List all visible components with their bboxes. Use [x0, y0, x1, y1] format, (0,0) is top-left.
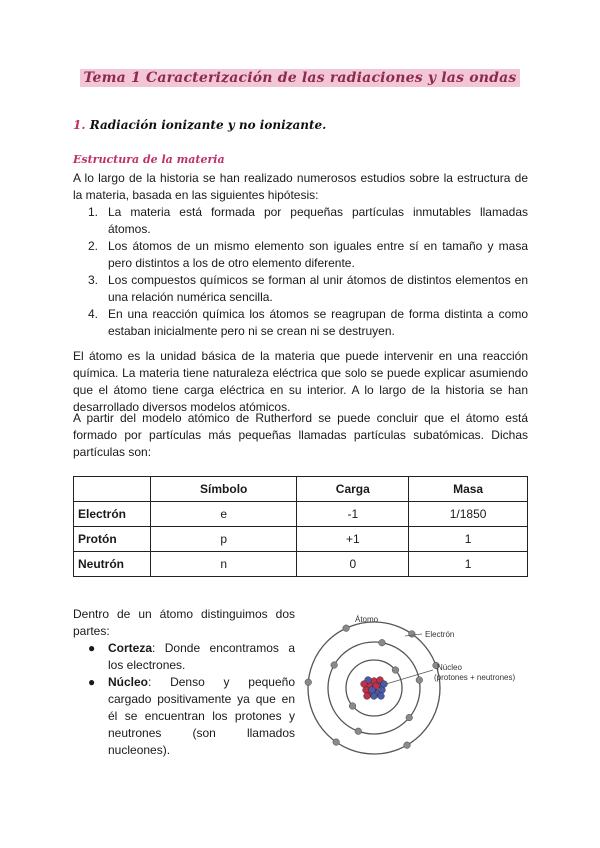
list-number: 3.	[88, 273, 99, 287]
list-number: 2.	[88, 239, 99, 253]
part-desc: : Donde encontramos a los electrones.	[108, 641, 295, 672]
table-cell: p	[151, 527, 297, 552]
part-term: Núcleo	[108, 675, 149, 689]
table-cell: 1	[409, 552, 528, 577]
table-cell: Protón	[74, 527, 151, 552]
electron-dot	[331, 662, 338, 669]
list-item	[88, 238, 528, 272]
table-header: Carga	[297, 477, 409, 502]
table-cell: Neutrón	[74, 552, 151, 577]
list-item	[88, 204, 528, 238]
electron-dot	[406, 714, 413, 721]
label-nucleus: Núcleo	[437, 663, 462, 672]
table-cell: Electrón	[74, 502, 151, 527]
section-heading	[73, 118, 326, 132]
bullet-icon: ●	[88, 641, 96, 655]
electron-dot	[416, 677, 423, 684]
table-header	[74, 477, 151, 502]
neutron-dot	[378, 693, 385, 700]
subatomic-table	[73, 476, 528, 577]
atom-paragraph: El átomo es la unidad básica de la materia que puede intervenir en una reacción química. La materia tiene naturaleza eléctrica que solo se puede explicar asumiendo que el átomo tiene carga eléctrica en su interior. A lo largo de la historia se han desarrollado diversos modelos atómicos.	[73, 349, 528, 414]
list-text: Los compuestos químicos se forman al unir átomos de distintos elementos en una relación numérica sencilla.	[108, 273, 528, 304]
table-cell: e	[151, 502, 297, 527]
list-text: La materia está formada por pequeñas partículas inmutables llamadas átomos.	[108, 205, 528, 236]
list-number: 1.	[88, 205, 99, 219]
table-cell: 1/1850	[409, 502, 528, 527]
proton-dot	[363, 687, 370, 694]
electron-dot	[392, 667, 399, 674]
list-item	[86, 640, 295, 674]
table-header: Símbolo	[151, 477, 297, 502]
table-row	[74, 527, 528, 552]
section-title: Radiación ionizante y no ionizante.	[89, 118, 327, 132]
electron-dot	[305, 679, 312, 686]
table-row	[74, 502, 528, 527]
electron-dot	[404, 742, 411, 749]
electron-dot	[355, 728, 362, 735]
proton-dot	[361, 681, 368, 688]
parts-intro: Dentro de un átomo distinguimos dos partes:	[73, 607, 295, 638]
subsection-heading: Estructura de la materia	[73, 153, 225, 166]
label-electron: Electrón	[425, 630, 455, 639]
table-cell: +1	[297, 527, 409, 552]
atom-figure-title: Átomo	[355, 615, 379, 624]
list-text: En una reacción química los átomos se reagrupan de forma distinta a como estaban inicialmente pero ni se crean ni se destruyen.	[108, 307, 528, 338]
nucleus	[361, 677, 388, 700]
table-cell: n	[151, 552, 297, 577]
electron-dot	[379, 639, 386, 646]
list-text: Los átomos de un mismo elemento son iguales entre sí en tamaño y masa pero distintos a los de otro elemento diferente.	[108, 239, 528, 270]
electron-dot	[343, 625, 350, 632]
list-item	[88, 306, 528, 340]
electron-dot	[349, 703, 356, 710]
list-item	[86, 674, 295, 759]
neutron-dot	[369, 687, 376, 694]
bullet-icon: ●	[88, 675, 96, 689]
table-header: Masa	[409, 477, 528, 502]
electron-dot	[333, 739, 340, 746]
list-number: 4.	[88, 307, 99, 321]
parts-list	[86, 640, 295, 759]
neutron-dot	[371, 693, 378, 700]
neutron-dot	[379, 687, 386, 694]
electron-dot	[409, 631, 416, 638]
document-title: Tema 1 Caracterización de las radiaciones y las ondas	[0, 70, 600, 86]
section-number: 1.	[73, 118, 86, 132]
label-nucleus-detail: (protones + neutrones)	[434, 673, 516, 682]
hypotheses-list	[88, 204, 528, 340]
part-term: Corteza	[108, 641, 153, 655]
rutherford-paragraph: A partir del modelo atómico de Rutherford se puede concluir que el átomo está formado por partículas más pequeñas llamadas partículas subatómicas. Dichas partículas son:	[73, 411, 528, 459]
table-cell: 1	[409, 527, 528, 552]
part-desc: : Denso y pequeño cargado positivamente ya que en él se encuentran los protones y neutrones (son llamados nucleones).	[108, 675, 295, 757]
table-cell: -1	[297, 502, 409, 527]
atom-diagram	[300, 606, 540, 776]
table-cell: 0	[297, 552, 409, 577]
list-item	[88, 272, 528, 306]
intro-paragraph: A lo largo de la historia se han realizado numerosos estudios sobre la estructura de la materia, basada en las siguientes hipótesis:	[73, 171, 528, 202]
table-header-row	[74, 477, 528, 502]
proton-dot	[364, 693, 371, 700]
table-row	[74, 552, 528, 577]
